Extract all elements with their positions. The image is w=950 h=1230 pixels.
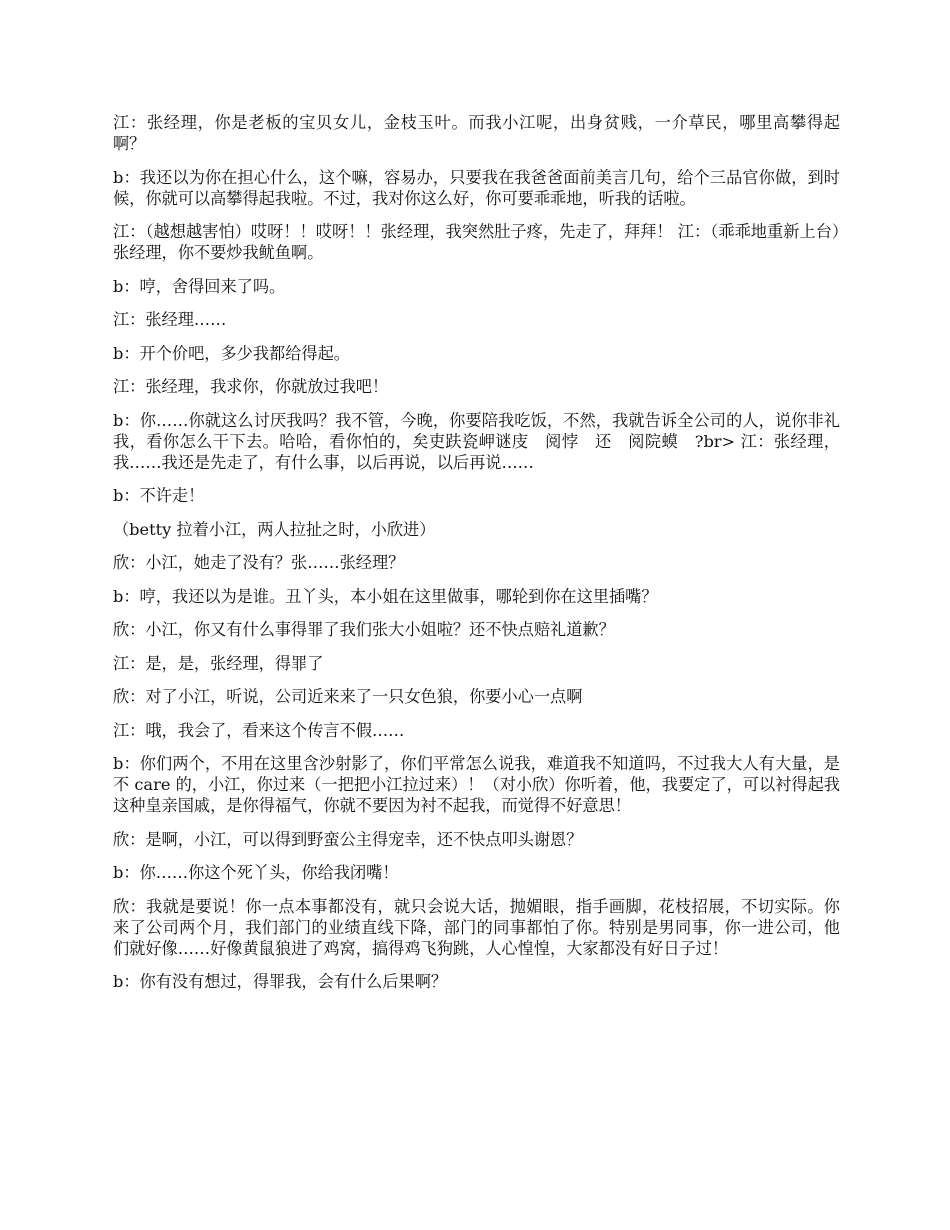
dialogue-paragraph: 欣：对了小江，听说，公司近来来了一只女色狼，你要小心一点啊	[113, 687, 583, 706]
stage-direction: （betty 拉着小江，两人拉扯之时，小欣进）	[113, 519, 436, 539]
dialogue-paragraph: 江：张经理……	[113, 310, 227, 329]
document-body	[113, 112, 840, 1005]
dialogue-paragraph: 欣：小江，她走了没有？张……张经理？	[113, 553, 405, 572]
dialogue-paragraph: b：你……你这个死丫头，你给我闭嘴！	[113, 863, 399, 882]
dialogue-paragraph: b：你有没有想过，得罪我，会有什么后果啊？	[113, 972, 448, 991]
dialogue-paragraph: 欣：我就是要说！你一点本事都没有，就只会说大话，抛媚眼，指手画脚，花枝招展，不切实际。你来了公司两个月，我们部门的业绩直线下降，部门的同事都怕了你。特别是男同事，你一进公司，他们就好像……好像黄鼠狼进了鸡窝，搞得鸡飞狗跳，人心惶惶，大家都没有好日子过！	[113, 896, 840, 958]
dialogue-paragraph: 欣：小江，你又有什么事得罪了我们张大小姐啦？还不快点赔礼道歉？	[113, 620, 615, 639]
dialogue-paragraph: 江：张经理，我求你，你就放过我吧！	[113, 377, 389, 396]
dialogue-paragraph: b：不许走！	[113, 486, 205, 505]
dialogue-paragraph: b：哼，我还以为是谁。丑丫头，本小姐在这里做事，哪轮到你在这里插嘴？	[113, 586, 658, 606]
dialogue-paragraph: 欣：是啊，小江，可以得到野蛮公主得宠幸，还不快点叩头谢恩？	[113, 829, 583, 849]
dialogue-paragraph: 江：是，是，张经理，得罪了	[113, 653, 324, 673]
dialogue-paragraph: b：我还以为你在担心什么，这个嘛，容易办，只要我在我爸爸面前美言几句，给个三品官你做，到时候，你就可以高攀得起我啦。不过，我对你这么好，你可要乖乖地，听我的话啦。	[113, 167, 840, 208]
dialogue-paragraph: 江：张经理，你是老板的宝贝女儿，金枝玉叶。而我小江呢，出身贫贱，一介草民，哪里高攀得起啊？	[113, 113, 840, 153]
dialogue-paragraph: b：开个价吧，多少我都给得起。	[113, 343, 350, 363]
dialogue-paragraph: b：你……你就这么讨厌我吗？我不管，今晚，你要陪我吃饭，不然，我就告诉全公司的人，说你非礼我，看你怎么干下去。哈哈，看你怕的，矣吏趺瓷岬谜庋 阅悖 还 阅院蟆 ?br> 江：张经理，我……我还是先走了，有什么事，以后再说，以后再说……	[113, 410, 840, 472]
dialogue-paragraph: b：你们两个，不用在这里含沙射影了，你们平常怎么说我，难道我不知道吗，不过我大人有大量，是不 care 的，小江，你过来（一把把小江拉过来）！（对小欣）你听着，他，我要定了，可以衬得起我这种皇亲国戚，是你得福气，你就不要因为衬不起我，而觉得不好意思！	[113, 754, 840, 815]
dialogue-paragraph: b：哼，舍得回来了吗。	[113, 276, 286, 296]
dialogue-paragraph: 江：（越想越害怕）哎呀！！哎呀！！张经理，我突然肚子疼，先走了，拜拜！ 江：（乖乖地重新上台）张经理，你不要炒我鱿鱼啊。	[113, 222, 840, 262]
dialogue-paragraph: 江：哦，我会了，看来这个传言不假……	[113, 720, 405, 740]
